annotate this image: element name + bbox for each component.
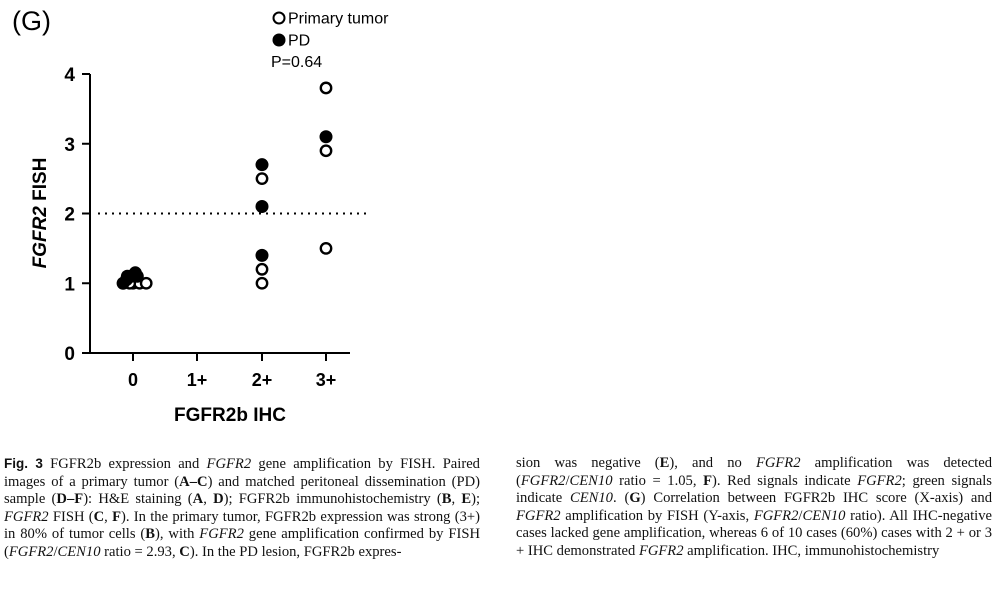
caption-text-run: , [451, 491, 462, 508]
x-ticks [128, 353, 336, 390]
caption-italic-run: FGFR2 [199, 526, 244, 543]
axes [90, 74, 350, 353]
caption-text-run: / [565, 472, 570, 489]
x-tick-label: 2+ [251, 370, 273, 390]
caption-text-run: gene amplification confirmed by FISH ( [4, 526, 480, 560]
caption-text-run: ). In the PD lesion, FGFR2b expres- [189, 543, 402, 560]
caption-left-text [4, 455, 480, 562]
x-axis-label: FGFR2b IHC [174, 405, 286, 426]
caption-bold-ref: A [192, 491, 204, 508]
y-tick-label: 0 [64, 344, 75, 365]
primary-tumor-point [321, 243, 331, 253]
caption-italic-run: CEN10 [570, 490, 613, 507]
primary-tumor-point [257, 278, 267, 288]
x-tick-label: 0 [127, 370, 139, 390]
caption-text-run: / [798, 507, 803, 524]
caption-text-run: ; green signals indicate [516, 472, 992, 507]
caption-text-run: ); FGFR2b immunohistochemistry ( [223, 491, 442, 508]
y-axis-label [30, 158, 51, 269]
caption-italic-run: FGFR2 [4, 508, 49, 525]
y-axis-label-method: FISH [30, 157, 51, 207]
caption-bold-ref: F [703, 472, 713, 489]
pd-point [256, 200, 269, 213]
pd-point [256, 158, 269, 171]
caption-bold-ref: E [461, 491, 472, 508]
caption-text-run: sion was negative ( [516, 455, 660, 471]
primary-tumor-point [257, 264, 267, 274]
legend-label-pd: PD [288, 32, 311, 50]
caption-text-run: , [104, 508, 113, 525]
caption-italic-run: FGFR2 [857, 472, 902, 489]
caption-italic-run: FGFR2 [516, 507, 561, 524]
caption-bold-ref: C [179, 543, 190, 560]
caption-italic-run: CEN10 [57, 543, 101, 560]
caption-text-run: gene amplification by FISH. Paired images of a primary tumor ( [4, 456, 480, 490]
primary-tumor-point [321, 146, 331, 156]
caption-bold-ref: B [441, 491, 452, 508]
caption-text-run: amplification. IHC, immunohistochemistry [683, 542, 940, 559]
x-tick-label: 3+ [315, 370, 337, 390]
caption-text-run: ): H&E staining ( [83, 491, 193, 508]
caption-italic-run: CEN10 [802, 507, 846, 524]
legend-open-circle-icon [274, 13, 285, 24]
caption-text-run: ). Red signals indicate [712, 472, 858, 489]
panel-label: (G) [12, 6, 51, 36]
legend-filled-circle-icon [273, 34, 286, 47]
caption-text-run: FISH ( [48, 508, 94, 525]
caption-bold-ref: D–F [56, 491, 84, 508]
caption-text-run: ), with [155, 526, 200, 543]
caption-text-run: ) and matched peritoneal dissemination (PD) sample ( [4, 473, 480, 508]
caption-text-run: amplification was detected ( [516, 455, 992, 489]
caption-bold-ref: C [93, 508, 105, 525]
caption-bold-ref: G [629, 490, 641, 507]
caption-bold-ref: D [213, 491, 224, 508]
legend [271, 11, 389, 72]
caption-right-column [516, 455, 992, 562]
caption-right-text [516, 455, 992, 561]
caption-text-run: ratio = 1.05, [612, 472, 704, 489]
caption-figure-label: Fig. 3 [4, 456, 43, 471]
caption-text-run: / [53, 543, 58, 560]
caption-text-run: ) Correlation between FGFR2b IHC score (X-axis) and [640, 490, 992, 507]
caption-text-run: , [203, 491, 214, 508]
caption-text-run: ratio = 2.93, [100, 543, 180, 560]
caption-bold-ref: E [659, 455, 670, 471]
caption-bold-ref: F [112, 508, 122, 525]
caption-italic-run: FGFR2 [753, 507, 799, 524]
pd-point [320, 130, 333, 143]
y-ticks [64, 65, 90, 365]
primary-tumor-point [257, 173, 267, 183]
figure-caption [4, 455, 992, 562]
caption-bold-ref: B [145, 526, 156, 543]
caption-italic-run: FGFR2 [8, 543, 54, 560]
data-points [117, 83, 333, 290]
caption-bold-ref: A–C [179, 473, 208, 490]
caption-text-run: . ( [612, 490, 630, 507]
legend-label-primary: Primary tumor [288, 10, 389, 28]
y-tick-label: 4 [64, 65, 75, 86]
caption-italic-run: FGFR2 [520, 472, 566, 489]
caption-italic-run: FGFR2 [755, 455, 801, 471]
caption-text-run: ); [471, 491, 480, 508]
caption-text-run: ), and no [669, 455, 756, 471]
primary-tumor-point [321, 83, 331, 93]
caption-left-column [4, 455, 480, 562]
x-tick-label: 1+ [186, 370, 208, 390]
p-value-annotation: P=0.64 [271, 54, 323, 71]
y-tick-label: 3 [64, 134, 75, 156]
y-tick-label: 1 [64, 274, 75, 296]
caption-italic-run: FGFR2 [638, 542, 684, 559]
y-axis-label-gene: FGFR2 [30, 206, 51, 269]
caption-text-run: ratio). All IHC-negative cases lacked gene amplification, whereas 6 of 10 cases (60%) cases with 2 + or 3 + IHC demonstrated [516, 507, 992, 559]
caption-italic-run: FGFR2 [206, 456, 252, 472]
caption-italic-run: CEN10 [569, 472, 613, 489]
caption-text-run: FGFR2b expression and [42, 456, 207, 472]
pd-point [131, 270, 144, 283]
caption-text-run: ). In the primary tumor, FGFR2b expression was strong (3+) in 80% of tumor cells ( [4, 508, 480, 543]
pd-point [256, 249, 269, 262]
caption-text-run: amplification by FISH (Y-axis, [560, 507, 754, 524]
y-tick-label: 2 [64, 204, 75, 226]
